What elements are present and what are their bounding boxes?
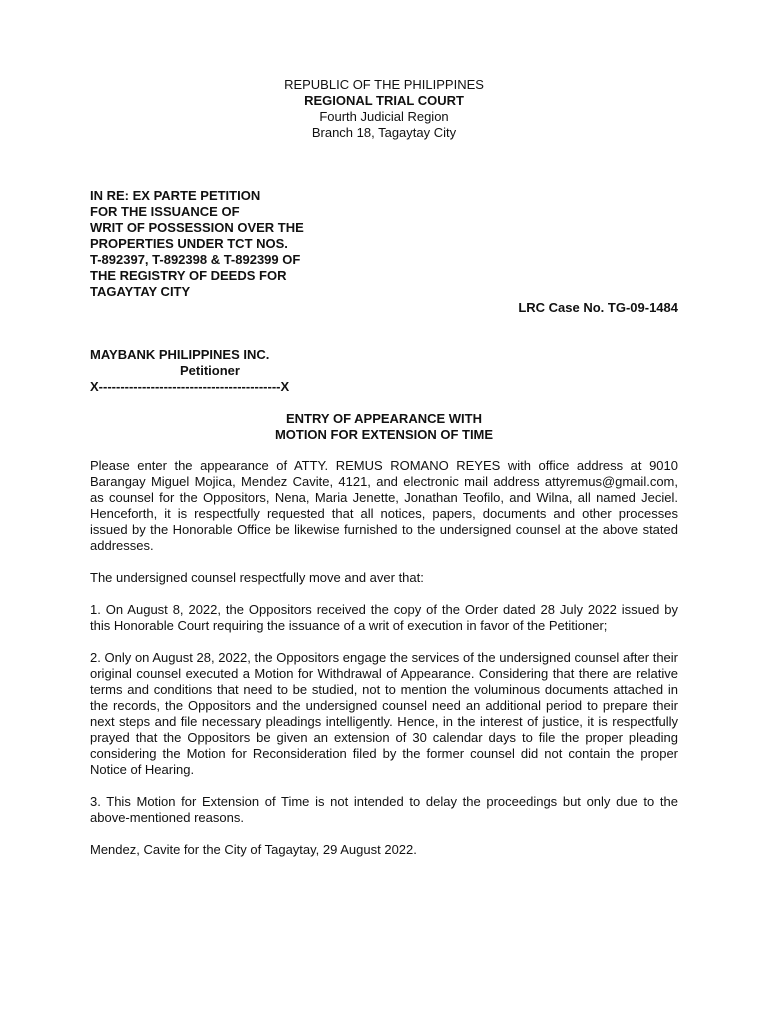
document-body — [90, 458, 678, 874]
caption-line: IN RE: EX PARTE PETITION — [90, 188, 261, 203]
petitioner-block — [90, 347, 289, 395]
caption-line: TAGAYTAY CITY — [90, 284, 191, 299]
header-court-name: REGIONAL TRIAL COURT — [304, 93, 464, 108]
caption-line: THE REGISTRY OF DEEDS FOR — [90, 268, 287, 283]
caption-line: T-892397, T-892398 & T-892399 OF — [90, 252, 301, 267]
document-title — [0, 411, 768, 443]
paragraph-item-3: 3. This Motion for Extension of Time is not intended to delay the proceedings but only due to the above-mentioned reasons. — [90, 794, 678, 825]
title-line-2: MOTION FOR EXTENSION OF TIME — [274, 427, 494, 442]
paragraph-item-2: 2. Only on August 28, 2022, the Oppositors engage the services of the undersigned counsel after their original counsel executed a Motion for Withdrawal of Appearance. Considering that there are relative terms and conditions that need to be studied, not to mention the voluminous documents attached in the records, the Oppositors and the undersigned counsel need an additional period to prepare their next steps and file necessary pleadings intelligently. Hence, in the interest of justice, it is respectfully prayed that the Oppositors be given an extension of 30 calendar days to file the proper pleading considering the Motion for Reconsideration filed by the former counsel did not contain the proper Notice of Hearing. — [90, 650, 678, 777]
paragraph-item-1: 1. On August 8, 2022, the Oppositors received the copy of the Order dated 28 July 2022 issued by this Honorable Court requiring the issuance of a writ of execution in favor of the Petitioner; — [90, 602, 678, 633]
case-number: LRC Case No. TG-09-1484 — [518, 300, 678, 315]
petitioner-name: MAYBANK PHILIPPINES INC. — [90, 347, 270, 362]
paragraph-appearance: Please enter the appearance of ATTY. REMUS ROMANO REYES with office address at 9010 Barangay Miguel Mojica, Mendez Cavite, 4121, and electronic mail address attyremus@gmail.com, as counsel for the Oppositors, Nena, Maria Jenette, Jonathan Teofilo, and Wilna, all named Jeciel. Henceforth, it is respectfully requested that all notices, papers, documents and other processes issued by the Honorable Office be likewise furnished to the undersigned counsel at the above stated addresses. — [90, 458, 678, 553]
title-line-1: ENTRY OF APPEARANCE WITH — [286, 411, 482, 426]
caption-line: FOR THE ISSUANCE OF — [90, 204, 240, 219]
case-caption — [90, 188, 390, 300]
caption-line: WRIT OF POSSESSION OVER THE — [90, 220, 304, 235]
header-branch: Branch 18, Tagaytay City — [311, 125, 457, 140]
court-header — [0, 77, 768, 141]
header-republic: REPUBLIC OF THE PHILIPPINES — [284, 77, 484, 92]
paragraph-aver: The undersigned counsel respectfully move and aver that: — [90, 570, 424, 585]
paragraph-place-date: Mendez, Cavite for the City of Tagaytay, 29 August 2022. — [90, 842, 417, 857]
caption-separator: X------------------------------------------X — [90, 379, 290, 394]
petitioner-role: Petitioner — [180, 363, 240, 378]
caption-line: PROPERTIES UNDER TCT NOS. — [90, 236, 288, 251]
header-judicial-region: Fourth Judicial Region — [319, 109, 449, 124]
